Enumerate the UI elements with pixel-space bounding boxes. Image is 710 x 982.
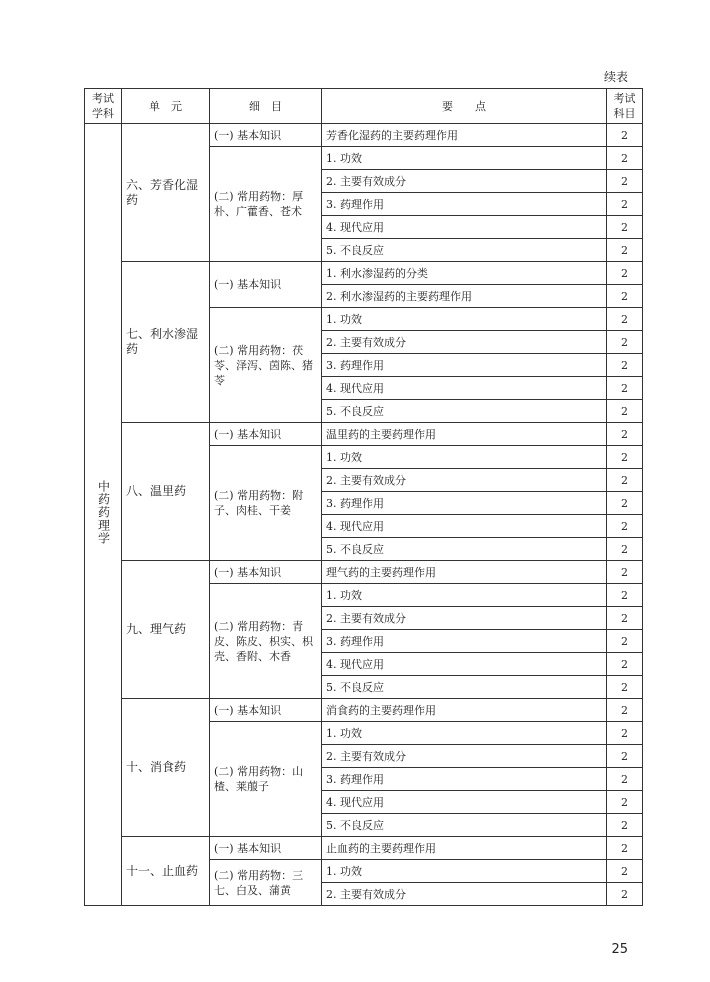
header-subject: 考试 学科 — [85, 89, 122, 124]
point-cell: 5. 不良反应 — [322, 538, 607, 561]
point-cell: 2. 主要有效成分 — [322, 170, 607, 193]
detail-cell: (二) 常用药物：青皮、陈皮、枳实、枳壳、香附、木香 — [210, 584, 322, 699]
point-cell: 4. 现代应用 — [322, 791, 607, 814]
level-cell: 2 — [607, 492, 643, 515]
level-cell: 2 — [607, 400, 643, 423]
level-cell: 2 — [607, 745, 643, 768]
point-cell: 3. 药理作用 — [322, 768, 607, 791]
detail-cell: (二) 常用药物：厚朴、广藿香、苍术 — [210, 147, 322, 262]
subject-cell — [85, 124, 122, 906]
table-row — [85, 837, 643, 860]
detail-cell: (二) 常用药物：茯苓、泽泻、茵陈、猪苓 — [210, 308, 322, 423]
level-cell: 2 — [607, 308, 643, 331]
point-cell: 5. 不良反应 — [322, 814, 607, 837]
point-cell: 4. 现代应用 — [322, 653, 607, 676]
unit-cell: 六、芳香化湿药 — [122, 124, 210, 262]
level-cell: 2 — [607, 883, 643, 906]
unit-cell: 十、消食药 — [122, 699, 210, 837]
point-cell: 1. 功效 — [322, 147, 607, 170]
point-cell: 1. 功效 — [322, 584, 607, 607]
detail-cell: (二) 常用药物：山楂、莱菔子 — [210, 722, 322, 837]
point-cell: 1. 功效 — [322, 722, 607, 745]
point-cell: 1. 功效 — [322, 860, 607, 883]
level-cell: 2 — [607, 722, 643, 745]
point-cell: 1. 功效 — [322, 308, 607, 331]
header-level: 考试 科目 — [607, 89, 643, 124]
level-cell: 2 — [607, 170, 643, 193]
table-row — [85, 124, 643, 147]
level-cell: 2 — [607, 676, 643, 699]
point-cell: 理气药的主要药理作用 — [322, 561, 607, 584]
detail-cell: (一) 基本知识 — [210, 423, 322, 446]
level-cell: 2 — [607, 561, 643, 584]
level-cell: 2 — [607, 515, 643, 538]
point-cell: 2. 主要有效成分 — [322, 331, 607, 354]
level-cell: 2 — [607, 538, 643, 561]
level-cell: 2 — [607, 124, 643, 147]
point-cell: 5. 不良反应 — [322, 676, 607, 699]
subject-label: 中药药理学 — [96, 480, 111, 545]
level-cell: 2 — [607, 331, 643, 354]
point-cell: 3. 药理作用 — [322, 193, 607, 216]
point-cell: 3. 药理作用 — [322, 354, 607, 377]
level-cell: 2 — [607, 607, 643, 630]
point-cell: 1. 利水渗湿药的分类 — [322, 262, 607, 285]
unit-cell: 八、温里药 — [122, 423, 210, 561]
page-number: 25 — [611, 942, 628, 957]
point-cell: 4. 现代应用 — [322, 377, 607, 400]
point-cell: 温里药的主要药理作用 — [322, 423, 607, 446]
header-detail: 细 目 — [210, 89, 322, 124]
table-row — [85, 561, 643, 584]
level-cell: 2 — [607, 791, 643, 814]
level-cell: 2 — [607, 285, 643, 308]
table-row — [85, 423, 643, 446]
point-cell: 2. 主要有效成分 — [322, 469, 607, 492]
point-cell: 3. 药理作用 — [322, 630, 607, 653]
point-cell: 2. 主要有效成分 — [322, 745, 607, 768]
point-cell: 3. 药理作用 — [322, 492, 607, 515]
level-cell: 2 — [607, 584, 643, 607]
point-cell: 2. 主要有效成分 — [322, 883, 607, 906]
point-cell: 4. 现代应用 — [322, 515, 607, 538]
level-cell: 2 — [607, 193, 643, 216]
level-cell: 2 — [607, 630, 643, 653]
level-cell: 2 — [607, 354, 643, 377]
level-cell: 2 — [607, 262, 643, 285]
detail-cell: (二) 常用药物：附子、肉桂、干姜 — [210, 446, 322, 561]
detail-cell: (二) 常用药物：三七、白及、蒲黄 — [210, 860, 322, 906]
point-cell: 止血药的主要药理作用 — [322, 837, 607, 860]
table-header-row — [85, 89, 643, 124]
level-cell: 2 — [607, 768, 643, 791]
level-cell: 2 — [607, 653, 643, 676]
level-cell: 2 — [607, 837, 643, 860]
point-cell: 芳香化湿药的主要药理作用 — [322, 124, 607, 147]
unit-cell: 九、理气药 — [122, 561, 210, 699]
detail-cell: (一) 基本知识 — [210, 837, 322, 860]
point-cell: 2. 利水渗湿药的主要药理作用 — [322, 285, 607, 308]
level-cell: 2 — [607, 469, 643, 492]
syllabus-table — [84, 88, 643, 906]
level-cell: 2 — [607, 860, 643, 883]
unit-cell: 七、利水渗湿药 — [122, 262, 210, 423]
table-row — [85, 699, 643, 722]
continued-label: 续表 — [603, 70, 628, 84]
point-cell: 5. 不良反应 — [322, 400, 607, 423]
level-cell: 2 — [607, 147, 643, 170]
detail-cell: (一) 基本知识 — [210, 699, 322, 722]
level-cell: 2 — [607, 446, 643, 469]
point-cell: 4. 现代应用 — [322, 216, 607, 239]
detail-cell: (一) 基本知识 — [210, 561, 322, 584]
point-cell: 2. 主要有效成分 — [322, 607, 607, 630]
level-cell: 2 — [607, 699, 643, 722]
detail-cell: (一) 基本知识 — [210, 124, 322, 147]
level-cell: 2 — [607, 239, 643, 262]
table-row — [85, 262, 643, 285]
header-point: 要 点 — [322, 89, 607, 124]
level-cell: 2 — [607, 814, 643, 837]
level-cell: 2 — [607, 423, 643, 446]
detail-cell: (一) 基本知识 — [210, 262, 322, 308]
header-unit: 单 元 — [122, 89, 210, 124]
unit-cell: 十一、止血药 — [122, 837, 210, 906]
point-cell: 消食药的主要药理作用 — [322, 699, 607, 722]
level-cell: 2 — [607, 216, 643, 239]
point-cell: 1. 功效 — [322, 446, 607, 469]
point-cell: 5. 不良反应 — [322, 239, 607, 262]
level-cell: 2 — [607, 377, 643, 400]
